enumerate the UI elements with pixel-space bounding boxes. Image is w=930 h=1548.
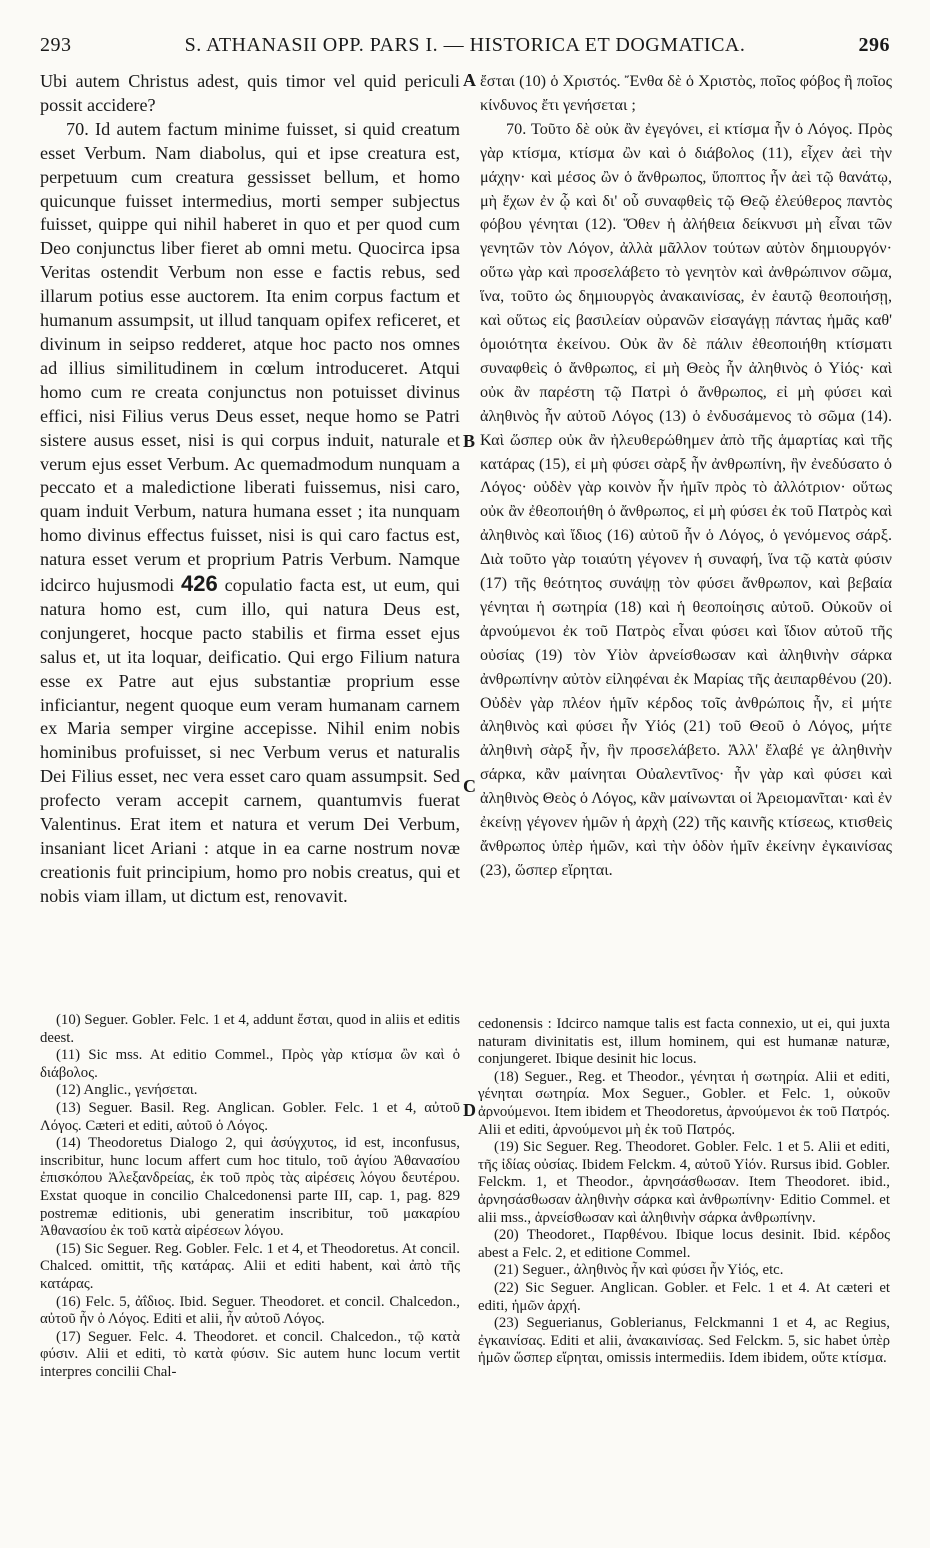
- footnote: (11) Sic mss. At editio Commel., Πρὸς γὰρ κτίσμα ὢν καὶ ὁ διάβολος.: [40, 1047, 460, 1081]
- running-title: S. ATHANASII OPP. PARS I. — HISTORICA ET DOGMATICA.: [184, 34, 746, 56]
- page-number-left: 293: [40, 34, 72, 56]
- footnote: (10) Seguer. Gobler. Felc. 1 et 4, addunt ἔσται, quod in aliis et editis deest.: [40, 1012, 460, 1046]
- greek-paragraph-2: 70. Τοῦτο δὲ οὐκ ἂν ἐγεγόνει, εἰ κτίσμα ἦν ὁ Λόγος. Πρὸς γὰρ κτίσμα, κτίσμα ὢν καὶ ὁ διάβολος (11), εἶχεν ἀεὶ τὴν μάχην· καὶ μέσος ὢν ὁ ἄνθρωπος, ὕποπτος ἦν ἀεὶ τῷ θανάτῳ, μὴ ἔχων ἐν ᾧ καὶ δι' οὗ συναφθεὶς τῷ Θεῷ ἐλεύθερος παντὸς φόβου γένηται (12). Ὅθεν ἡ ἀλήθεια δείκνυσι μὴ εἶναι τῶν γενητῶν τὸν Λόγον, ἀλλὰ μᾶλλον τούτων αὐτὸν δημιουργόν· οὕτω γὰρ καὶ προσελάβετο τὸ γενητὸν καὶ ἀνθρώπινον σῶμα, ἵνα, τοῦτο ὡς δημιουργὸς ἀνακαινίσας, ἐν ἑαυτῷ θεοποιήσῃ, καὶ οὕτως εἰς βασιλείαν οὐρανῶν εἰσαγάγῃ πάντας ἡμᾶς καθ' ὁμοιότητα ἐκείνου. Οὐκ ἂν δὲ πάλιν ἐθεοποιήθη κτίσματι συναφθεὶς ὁ ἄνθρωπος, εἰ μὴ Θεὸς ἦν ἀληθινὸς ὁ Υἱός· καὶ οὐκ ἂν παρέστη τῷ Πατρὶ ὁ ἄνθρωπος, εἰ μὴ φύσει καὶ ἀληθινὸς ἦν αὐτοῦ Λόγος (13) ὁ ἐνδυσάμενος τὸ σῶμα (14). Καὶ ὥσπερ οὐκ ἂν ἠλευθερώθημεν ἀπὸ τῆς ἁμαρτίας καὶ τῆς κατάρας (15), εἰ μὴ φύσει σὰρξ ἦν ἀνθρωπίνη, ἣν ἐνεδύσατο ὁ Λόγος· οὐδὲν γὰρ κοινὸν ἦν ἡμῖν πρὸς τὸ ἀλλότριον· οὕτως οὐκ ἂν ἐθεοποιήθη ὁ ἄνθρωπος, εἰ μὴ φύσει ἐκ τοῦ Πατρὸς καὶ ἀληθινὸς καὶ ἴδιος (16) αὐτοῦ ἦν ὁ Λόγος, ὁ γενόμενος σάρξ. Διὰ τοῦτο γὰρ τοιαύτη γέγονεν ἡ συναφή, ἵνα τῷ κατὰ φύσιν (17) τῆς θεότητος συνάψῃ τὸν φύσει ἄνθρωπον, καὶ βεβαία γένηται ἡ σωτηρία (18) καὶ ἡ θεοποίησις αὐτοῦ. Οὐκοῦν οἱ ἀρνούμενοι ἐκ τοῦ Πατρὸς εἶναι φύσει καὶ ἴδιον αὐτοῦ τῆς οὐσίας (19) τὸν Υἱὸν ἀρνείσθωσαν καὶ ἀληθινὴν σάρκα ἀνθρωπίνην αὐτὸν εἰληφέναι ἐκ Μαρίας τῆς ἀειπαρθένου (20). Οὐδὲν γὰρ πλέον ἡμῖν κέρδος τοῖς ἀνθρώποις ἦν, εἰ μήτε ἀληθινὸς καὶ φύσει ἦν Υἱός (21) τοῦ Θεοῦ ὁ Λόγος, μήτε ἀληθινὴ σὰρξ ἦν, ἣν προσελάβετο. Ἀλλ' ἔλαβέ γε ἀληθινὴν σάρκα, κἂν μαίνηται Οὐαλεντῖνος· ἦν γὰρ καὶ φύσει καὶ ἀληθινὸς Θεὸς ὁ Λόγος, κἂν μαίνωνται οἱ Ἀρειομανῖται· καὶ ἐν ἐκείνῃ γέγονεν ἡμῶν ἡ ἀρχὴ (22) τῆς καινῆς κτίσεως, κτισθεὶς ἄνθρωπος ὑπὲρ ἡμῶν, καὶ τὴν ὁδὸν ἡμῖν ἐκείνην ἐγκαινίσας (23), ὥσπερ εἴρηται.: [480, 119, 892, 879]
- footnote: (18) Seguer., Reg. et Theodor., γένηται ἡ σωτηρία. Alii et editi, γένηται σωτηρία. Mox Seguer., Gobler. et Felc. 1, οὐκοῦν ἀρνούμενοι. Item ibidem et Theodoretus, ἀρνούμενοι ἐκ τοῦ Πατρός. Alii et editi, ἀρνούμενοι μὴ ἐκ τοῦ Πατρός.: [478, 1068, 890, 1138]
- footnotes-right: [478, 1016, 890, 1368]
- footnote: (19) Sic Seguer. Reg. Theodoret. Gobler. Felc. 1 et 5. Alii et editi, τῆς ἰδίας οὐσίας. Ibidem Felckm. 4, αὐτοῦ Υἱόν. Rursus ibid. Gobler. Felckm. 1, et Theodor., ἀρνησάσθωσαν. Item Theodoret. ibid., ἀρνησάσθωσαν ἀληθινὴν σάρκα καὶ ἀνθρωπίνην· Editio Commel. et alii mss., ἀρνείσθωσαν καὶ ἀληθινὴν σάρκα ἀνθρωπίνην.: [478, 1139, 890, 1226]
- footnotes-left: [40, 1012, 460, 1381]
- page-number-right: 296: [858, 34, 890, 56]
- greek-column: [480, 70, 892, 883]
- latin-paragraph-2a: 70. Id autem factum minime fuisset, si quid creatum esset Verbum. Nam diabolus, qui et ipse creatura est, perpetuum cum creatura gessisset bellum, et homo quicunque fuisset intermedius, morti semper subjectus fuisset, quippe qui nihil haberet in quo et per quod cum Deo conjunctus liber fieret ab omni metu. Quocirca ipsa Veritas ostendit Verbum non esse e factis rebus, sed illarum potius esse auctorem. Ita enim corpus factum et humanum assumpsit, ut illud tanquam opifex reficeret, et divinum in seipso redderet, atque hoc pacto nos omnes ad illius similitudinem in cœlum introduceret. Atqui homo cum re creata conjunctus non potuisset divinus effici, nisi Filius verus Deus esset, neque homo se Patri sistere ausus esset, nisi is qui corpus induit, naturale et verum ejus esset Verbum. Ac quemadmodum nunquam a peccato et a maledictione liberati fuissemus, nisi caro, quam induit Verbum, natura humana esset ; ita nunquam homo divinus effectus fuisset, nisi is qui caro factus est, natura esset verum et proprium Patris Verbum. Namque idcirco hujusmodi: [40, 118, 460, 596]
- footnote: (16) Felc. 5, ἀΐδιος. Ibid. Seguer. Theodoret. et concil. Chalcedon., αὐτοῦ ἦν ὁ Λόγος. Editi et alii, ἦν αὐτοῦ Λόγος.: [40, 1293, 460, 1328]
- footnote-continuation: cedonensis : Idcirco namque talis est facta connexio, ut ei, qui juxta naturam divinitatis est, illum hominem, qui est humanæ naturæ, conjungeret. Ibique desinit hic locus.: [478, 1016, 890, 1068]
- margin-letter-b: B: [463, 431, 476, 451]
- page-marker: 426: [181, 571, 218, 597]
- footnote: (20) Theodoret., Παρθένου. Ibique locus desinit. Ibid. κέρδος abest a Felc. 2, et editione Commel.: [478, 1227, 890, 1261]
- footnote: (17) Seguer. Felc. 4. Theodoret. et concil. Chalcedon., τῷ κατὰ φύσιν. Alii et editi, τὸ κατὰ φύσιν. Sic autem hunc locum vertit interpres concilii Chal-: [40, 1328, 460, 1380]
- margin-letter-a: A: [463, 70, 476, 90]
- footnote: (13) Seguer. Basil. Reg. Anglican. Gobler. Felc. 1 et 4, αὐτοῦ Λόγος. Cæteri et editi, αὐτοῦ ὁ Λόγος.: [40, 1099, 460, 1134]
- footnote: (21) Seguer., ἀληθινὸς ἦν καὶ φύσει ἦν Υἱός, etc.: [494, 1262, 784, 1279]
- latin-paragraph-2b: copulatio facta est, ut eum, qui natura homo est, cum illo, qui natura Deus est, conjungeret, hocque pacto stabilis et firma esset ejus salus et, ut ita loquar, deificatio. Qui ergo Filium natura esse ex Patre aut ejus substantiæ proprium esse inficiantur, negent quoque eum veram humanam carnem ex Maria semper virgine accepisse. Nihil enim nobis hominibus profuisset, si nec Verbum verus et naturalis Dei Filius esset, nec vera esset caro quam assumpsit. Sed profecto veram accepit carnem, quantumvis fuerat Valentinus. Erat item et natura et verum Dei Verbum, insaniant licet Ariani : atque in ea carne nostrum novæ creationis fuit principium, homo pro nobis creatus, qui et nobis viam illam, ut dictum est, renovavit.: [40, 575, 460, 906]
- latin-paragraph-1: Ubi autem Christus adest, quis timor vel quid periculi possit accidere?: [40, 71, 460, 115]
- footnote: (23) Seguerianus, Goblerianus, Felckmanni 1 et 4, ac Regius, ἐγκαινίσας. Editi et alii, ἀνακαινίσας. Sed Felckm. 5, sic habet ὑπὲρ ἡμῶν ὥσπερ εἴρηται, omissis intermediis. Idem ibidem, οὔτε κτίσμα.: [478, 1315, 890, 1367]
- margin-letter-d: D: [463, 1100, 476, 1120]
- footnote: (12) Anglic., γενήσεται.: [56, 1082, 198, 1099]
- greek-paragraph-1: ἔσται (10) ὁ Χριστός. Ἔνθα δὲ ὁ Χριστὸς, ποῖος φόβος ἢ ποῖος κίνδυνος ἔτι γενήσεται ;: [480, 72, 892, 114]
- footnote: (22) Sic Seguer. Anglican. Gobler. et Felc. 1 et 4. At cæteri et editi, ἡμῶν ἀρχή.: [478, 1279, 890, 1314]
- latin-column: [40, 70, 460, 909]
- footnote: (14) Theodoretus Dialogo 2, qui ἀσύγχυτος, id est, inconfusus, inscribitur, hunc locum affert cum hoc titulo, τοῦ ἁγίου Ἀθανασίου ἐπισκόπου Ἀλεξανδρείας, ἐκ τοῦ πρὸς τὰς αἱρέσεις λόγου δευτέρου. Exstat quoque in concilio Chalcedonensi parte III, cap. 1, pag. 829 postremæ editionis, ubi generatim inscribitur, τοῦ μακαρίου Ἀθανασίου ἐκ τοῦ κατὰ αἱρέσεων λόγου.: [40, 1135, 460, 1240]
- margin-letter-c: C: [463, 776, 476, 796]
- page-header: [40, 34, 890, 60]
- latin-paragraph-2: [40, 118, 460, 909]
- footnote: (15) Sic Seguer. Reg. Gobler. Felc. 1 et 4, et Theodoretus. At concil. Chalced. omittit, τῆς κατάρας. Alii et editi habent, καὶ ἀπὸ τῆς κατάρας.: [40, 1240, 460, 1292]
